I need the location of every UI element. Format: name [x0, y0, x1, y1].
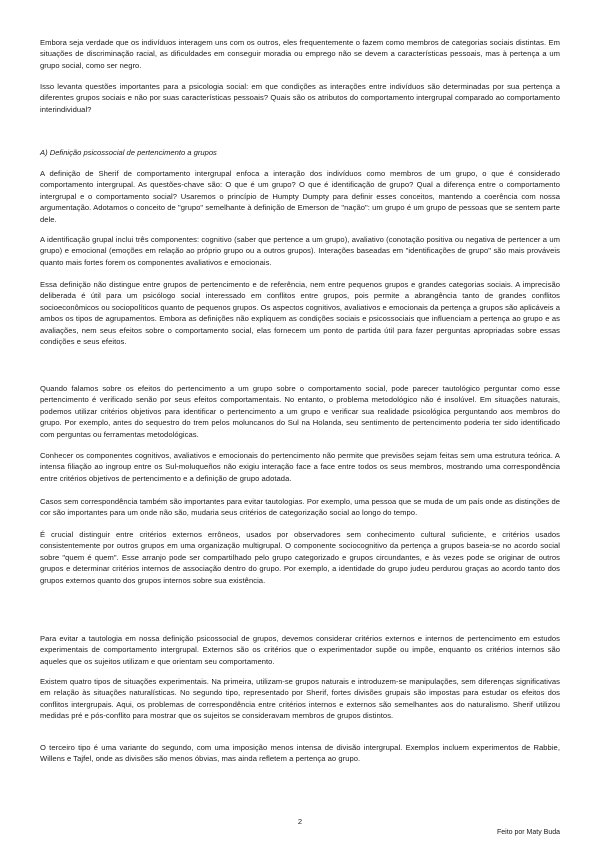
paragraph-components: Conhecer os componentes cognitivos, avaliativos e emocionais do pertencimento não permite que previsões sejam feitas sem uma estrutura teórica. A intensa filiação ao ingroup entre os Sul-moluqueños não exigiu interação face a face entre todos os seus membros, mostrando uma correspondência entre critérios objetivos de pertencimento e a definição de grupo adotada. — [40, 451, 560, 483]
paragraph-tautology: Quando falamos sobre os efeitos do pertencimento a um grupo sobre o comportamento social, pode parecer tautológico perguntar como esse pertencimento é verificado senão por seus efeitos comportamentais. No entanto, o problema metodológico não é insolúvel. Em situações naturais, podemos utilizar critérios objetivos para identificar o pertencimento a um grupo e verificar sua realidade psicológica perguntando aos membros do grupo. Por exemplo, antes do sequestro do trem pelos moluncanos do Sul na Holanda, seu sentimento de pertencimento poderia ter sido identificado com perguntas ou ferramentas metodológicas. — [40, 384, 560, 439]
paragraph-sherif-definition: A definição de Sherif de comportamento intergrupal enfoca a interação dos indivíduos como membros de um grupo, o que é considerado comportamento intergrupal. As questões-chave são: O que é um grupo? O que é identificação de grupo? Qual a diferença entre o comportamento intergrupal e o comportamento social? Usaremos o princípio de Humpty Dumpty para definir esses conceitos, mantendo a coerência com nossa argumentação. Adotamos o conceito de "grupo" semelhante à definição de Emerson de "nação": um grupo é um grupo de pessoas que se sentem parte dele. — [40, 169, 560, 224]
paragraph-third-type: O terceiro tipo é uma variante do segundo, com uma imposição menos intensa de divisão intergrupal. Exemplos incluem experimentos de Rabbie, Willens e Tajfel, onde as divisões são menos óbvias, mas ainda refletem a pertença ao grupo. — [40, 743, 560, 764]
paragraph-experiment-types: Existem quatro tipos de situações experimentais. Na primeira, utilizam-se grupos naturais e introduzem-se manipulações, sem diferenças significativas em relação às situações naturalísticas. No segundo tipo, representado por Sherif, fortes divisões grupais são impostas para estudar os efeitos dos conflitos intergrupais. Aqui, os problemas de correspondência entre critérios internos e externos são semelhantes aos do naturalismo. Sherif utilizou medidas pré e pós-conflito para mostrar que os sujeitos se consideravam membros de grupos distintos. — [40, 677, 560, 721]
footer-author: Feito por Maty Buda — [496, 829, 560, 836]
paragraph-no-correspondence: Casos sem correspondência também são importantes para evitar tautologias. Por exemplo, uma pessoa que se muda de um país onde as distinções de cor são importantes para um onde não são, mudaria seus critérios de categorização social ao longo do tempo. — [40, 497, 560, 518]
section-heading: A) Definição psicossocial de pertencimento a grupos — [40, 148, 217, 157]
paragraph-avoid-tautology: Para evitar a tautologia em nossa definição psicossocial de grupos, devemos considerar critérios externos e internos de pertencimento em estudos experimentais de comportamento intergrupal. Externos são os critérios que o experimentador supõe ou impõe, enquanto os critérios internos são aqueles que os sujeitos utilizam e que orientam seu comportamento. — [40, 634, 560, 666]
paragraph-definition-scope: Essa definição não distingue entre grupos de pertencimento e de referência, nem entre pequenos grupos e grandes categorias sociais. A imprecisão deliberada é útil para um psicólogo social interessado em conflitos entre grupos, pois permite a abrangência tanto de grandes conflitos socioeconômicos ou sociopolíticos quanto de pequenos grupos. Os aspectos cognitivos, avaliativos e emocionais da pertença a grupos são aplicáveis a ambos os tipos de agrupamentos. Embora as definições não expliquem as condições sociais e psicossociais que influenciam a pertença ao grupo e as avaliações, nem seus efeitos sobre o comportamento social, elas fornecem um ponto de partida útil para fazer perguntas apropriadas sobre essas condições e seus efeitos. — [40, 280, 560, 347]
paragraph-intro: Embora seja verdade que os indivíduos interagem uns com os outros, eles frequentemente o fazem como membros de categorias sociais distintas. Em situações de discriminação racial, as dificuldades em conseguir moradia ou emprego não se devem a características pessoais, mas à pertença a um grupo social, como ser negro. — [40, 38, 560, 70]
paragraph-group-identification: A identificação grupal inclui três componentes: cognitivo (saber que pertence a um grupo), avaliativo (conotação positiva ou negativa de pertencer a um grupo) e emocional (emoções em relação ao próprio grupo ou a outros grupos). Interações baseadas em "identificações de grupo" são mais prováveis quanto mais fortes forem os componentes avaliativos e emocionais. — [40, 235, 560, 267]
paragraph-external-criteria: É crucial distinguir entre critérios externos errôneos, usados por observadores sem conhecimento cultural suficiente, e critérios usados consistentemente por outros grupos em uma organização multigrupal. O componente sociocognitivo da pertença a grupos baseia-se no acordo social sobre "quem é quem". Esse arranjo pode ser compartilhado pelo grupo categorizado e grupos circundantes, e às vezes pode se originar de outros grupos e determinar critérios internos de associação dentro do grupo. Por exemplo, a identidade do grupo judeu perdurou graças ao acordo tanto dos grupos externos quanto dos grupos internos sobre sua existência. — [40, 530, 560, 585]
page-number: 2 — [297, 817, 303, 826]
paragraph-questions: Isso levanta questões importantes para a psicologia social: em que condições as interações entre indivíduos são determinadas por sua pertença a diferentes grupos sociais e não por suas características pessoais? Quais são os atributos do comportamento intergrupal comparado ao comportamento interindividual? — [40, 82, 560, 114]
